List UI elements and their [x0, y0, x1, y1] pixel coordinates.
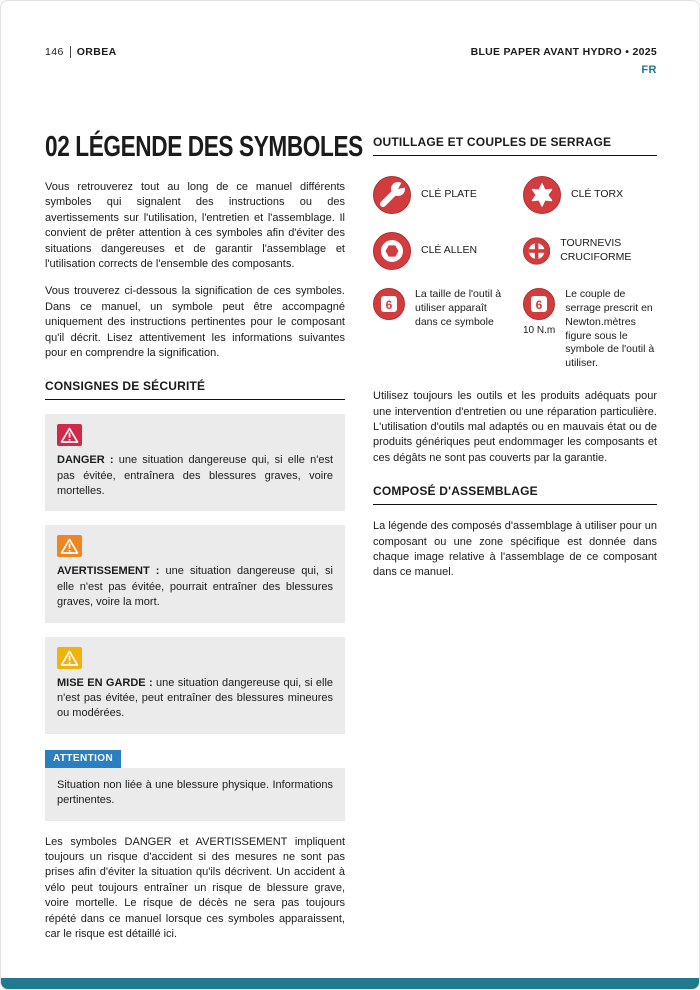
attention-box	[45, 768, 345, 821]
danger-body: une situation dangereuse qui, si elle n'est pas évitée, entraînera des blessures graves, voire mortelles.	[57, 454, 334, 498]
flat-wrench-icon	[373, 176, 411, 214]
danger-label: DANGER :	[57, 454, 114, 467]
warning-body: une situation dangereuse qui, si elle n'est pas évitée, pourrait entraîner des blessures graves, voire la mort.	[57, 565, 333, 609]
tool-size-badge-stack	[373, 288, 405, 320]
torque-badge-stack	[523, 288, 555, 336]
tool-item-torx	[523, 176, 657, 214]
tool-item-size-badge	[373, 288, 507, 371]
page-title: 02 LÉGENDE DES SYMBOLES	[45, 131, 363, 163]
footer-accent-bar	[1, 978, 699, 989]
brand-name: ORBEA	[76, 46, 117, 58]
assembly-paragraph: La légende des composés d'assemblage à utiliser pour un composant ou une zone spécifique est donnée dans chaque image relative à l'assemblage de ce composant dans ce manuel.	[373, 520, 657, 579]
right-column	[373, 131, 657, 954]
torque-value: 10 N.m	[523, 325, 556, 336]
left-column	[45, 131, 363, 954]
svg-text:6: 6	[385, 298, 393, 312]
allen-key-icon	[373, 232, 411, 270]
warning-label: AVERTISSEMENT :	[57, 565, 160, 578]
caution-label: MISE EN GARDE :	[57, 676, 153, 689]
header-right	[471, 46, 657, 76]
tool-label: CLÉ TORX	[571, 188, 624, 201]
content-columns	[45, 131, 657, 954]
svg-text:6: 6	[535, 298, 543, 312]
section-heading-safety: CONSIGNES DE SÉCURITÉ	[45, 379, 345, 400]
caution-body: une situation dangereuse qui, si elle n'est pas évitée, peut entraîner des blessures mineures ou modérées.	[57, 676, 334, 720]
warning-text	[57, 564, 333, 610]
intro-paragraph-1: Vous retrouverez tout au long de ce manuel différents symboles qui signalent des instructions ou des avertissements sur l'utilisation, l'entretien et l'assemblage. Il convient de prêter attention à ces symboles afin d'éviter des situations dangereuses et de garantir l'assemblage et l'utilisation corrects de l'ensemble des composants.	[45, 181, 345, 270]
tool-size-badge-icon	[373, 288, 405, 320]
tool-item-allen	[373, 232, 507, 270]
intro-paragraph-2: Vous trouverez ci-dessous la signification de ces symboles. Dans ce manuel, un symbole peut être accompagné uniquement des instructions pertinentes pour le composant qu'il décrit. Lisez attentivement les informations suivantes pour en comprendre la signification.	[45, 285, 345, 359]
header-left	[45, 46, 117, 58]
tool-label: CLÉ PLATE	[421, 188, 477, 201]
tool-item-phillips	[523, 232, 657, 270]
tool-label: La taille de l'outil à utiliser apparaît dans ce symbole	[415, 288, 502, 328]
attention-tag: ATTENTION	[45, 750, 121, 768]
tools-paragraph: Utilisez toujours les outils et les produits adéquats pour une intervention d'entretien ou une réparation particulière. L'utilisation d'outils mal adaptés ou en mauvais état ou de produits génériques peut endommager les composants et ces dégâts ne sont pas couverts par la garantie.	[373, 390, 657, 464]
page-number: 146	[45, 46, 64, 58]
torque-badge-icon	[523, 288, 555, 320]
caution-triangle-icon	[57, 647, 82, 669]
danger-text	[57, 453, 333, 499]
doc-title: BLUE PAPER AVANT HYDRO • 2025	[470, 46, 657, 58]
tool-item-torque-badge	[523, 288, 657, 371]
tool-label: TOURNEVIS CRUCIFORME	[560, 237, 632, 263]
warning-triangle-icon	[57, 535, 82, 557]
warning-box	[45, 525, 345, 622]
language-code: FR	[641, 64, 657, 76]
section-heading-tools: OUTILLAGE ET COUPLES DE SERRAGE	[373, 135, 657, 156]
tool-item-flat-wrench	[373, 176, 507, 214]
phillips-screwdriver-icon	[523, 232, 550, 270]
danger-triangle-icon	[57, 424, 82, 446]
header-divider	[70, 46, 71, 58]
section-heading-assembly: COMPOSÉ D'ASSEMBLAGE	[373, 484, 657, 505]
tool-label: Le couple de serrage prescrit en Newton.mètres figure sous le symbole de l'outil à utiliser.	[565, 288, 655, 370]
caution-text	[57, 676, 333, 722]
closing-paragraph: Les symboles DANGER et AVERTISSEMENT impliquent toujours un risque d'accident si des mesures ne sont pas prises afin d'éviter la situation qu'ils décrivent. Un accident à vélo peut toujours entraîner un risque de blessure grave, voire mortelle. Le risque de décès ne sera pas toujours répété dans ce manuel lorsque ces symboles apparaissent, car le risque est détaillé ici.	[45, 835, 345, 940]
torx-icon	[523, 176, 561, 214]
caution-box	[45, 637, 345, 734]
tool-label: CLÉ ALLEN	[421, 244, 478, 257]
tools-grid	[373, 176, 657, 371]
attention-text: Situation non liée à une blessure physique. Informations pertinentes.	[57, 778, 333, 807]
danger-box	[45, 414, 345, 511]
